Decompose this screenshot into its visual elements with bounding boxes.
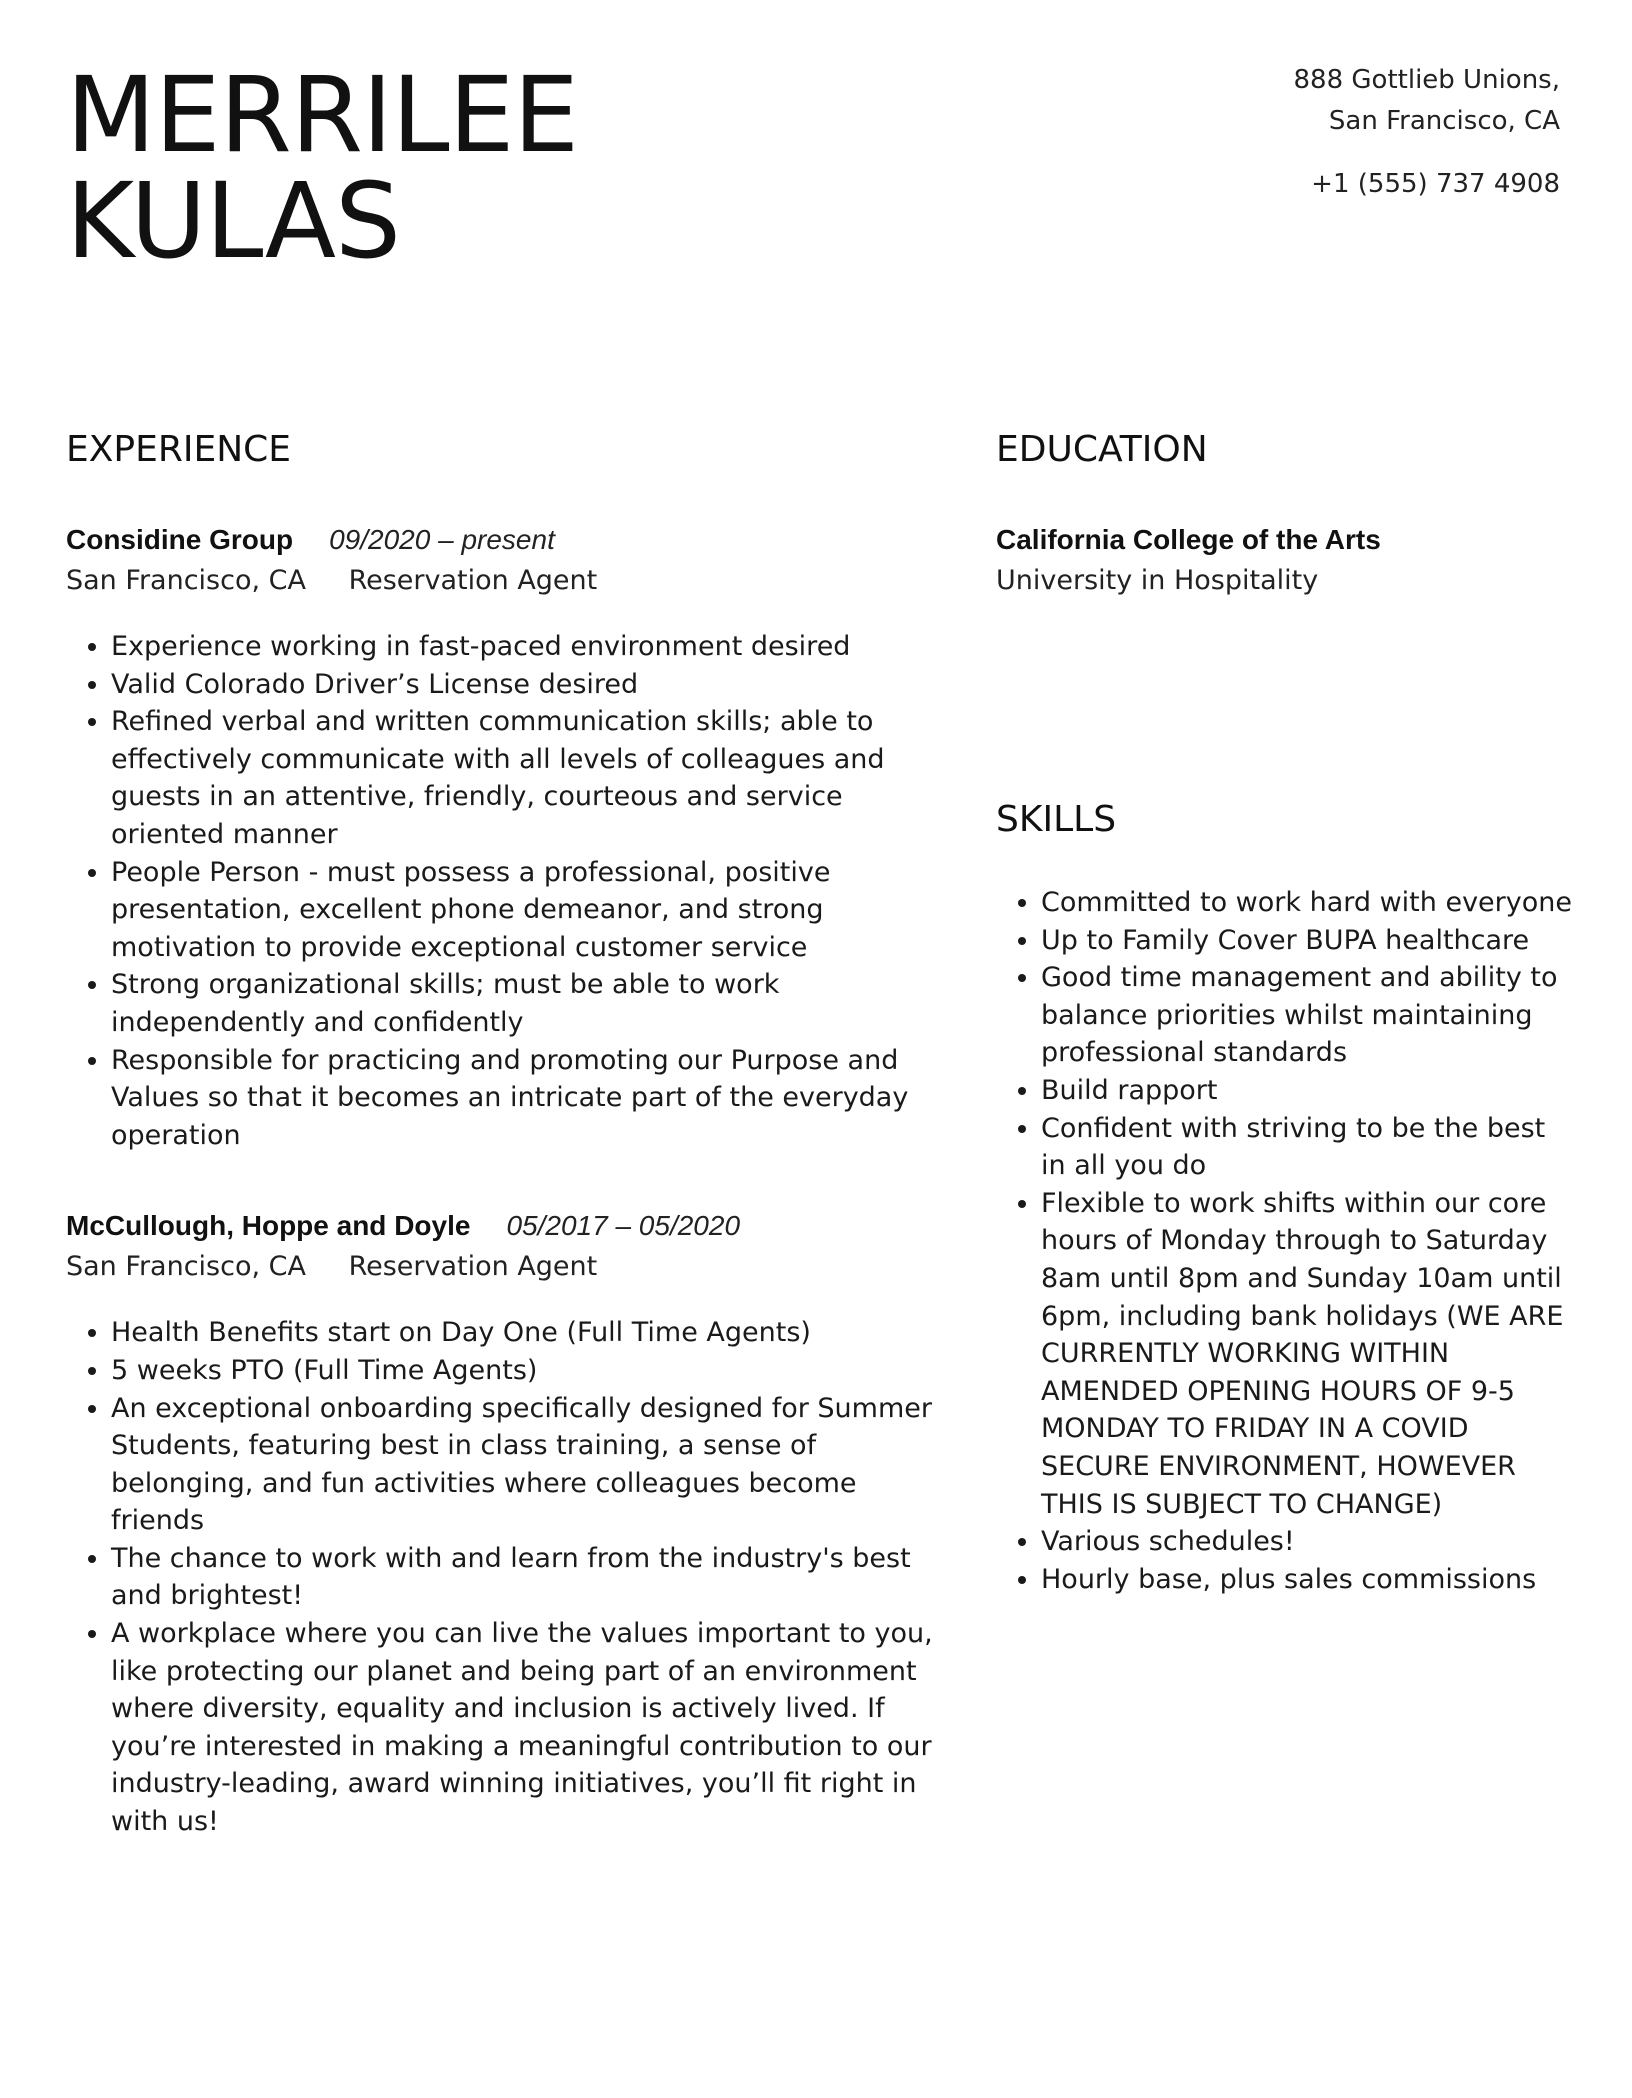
job-bullets xyxy=(66,1314,956,1840)
degree: University in Hospitality xyxy=(996,565,1319,596)
contact-block xyxy=(1294,60,1560,205)
job-bullets xyxy=(66,628,956,1154)
candidate-name xyxy=(66,54,578,282)
job-role: Reservation Agent xyxy=(348,565,598,596)
job-dates: 09/2020 – present xyxy=(329,524,555,555)
sidebar-column xyxy=(996,428,1576,1598)
bullet-item: • Health Benefits start on Day One (Full Time Agents) xyxy=(111,1314,956,1352)
job-location: San Francisco, CA xyxy=(66,1251,306,1283)
employer-name: Considine Group xyxy=(66,524,294,555)
bullet-item: • The chance to work with and learn from the industry's best and brightest! xyxy=(111,1540,956,1615)
bullet-item: • Strong organizational skills; must be able to work independently and confidently xyxy=(111,966,956,1041)
skill-item: • Flexible to work shifts within our core hours of Monday through to Saturday 8am until 8pm and Sunday 10am until 6pm, including bank holidays (WE ARE CURRENTLY WORKING WITHIN AMENDED OPENING HOURS OF 9-5 MONDAY TO FRIDAY IN A COVID SECURE ENVIRONMENT, HOWEVER THIS IS SUBJECT TO CHANGE) xyxy=(1041,1185,1576,1523)
phone-number: +1 (555) 737 4908 xyxy=(1311,169,1560,199)
skill-item: • Various schedules! xyxy=(1041,1523,1576,1561)
bullet-item: • 5 weeks PTO (Full Time Agents) xyxy=(111,1352,956,1390)
address-line-2: San Francisco, CA xyxy=(1328,106,1560,136)
job-role: Reservation Agent xyxy=(348,1251,598,1283)
skill-item: • Build rapport xyxy=(1041,1072,1576,1110)
job-header xyxy=(66,1206,956,1246)
last-name: KULAS xyxy=(66,160,401,282)
skill-item: • Hourly base, plus sales commissions xyxy=(1041,1561,1576,1599)
bullet-item: • A workplace where you can live the values important to you, like protecting our planet and being part of an environment where diversity, equality and inclusion is actively lived. If you’re interested in making a meaningful contribution to our industry-leading, award winning initiatives, you’ll fit right in with us! xyxy=(111,1615,956,1841)
experience-section xyxy=(66,428,956,1841)
bullet-item: • People Person - must possess a professional, positive presentation, excellent phone demeanor, and strong motivation to provide exceptional customer service xyxy=(111,854,956,967)
bullet-item: • An exceptional onboarding specifically designed for Summer Students, featuring best in class training, a sense of belonging, and fun activities where colleagues become friends xyxy=(111,1390,956,1540)
school-name: California College of the Arts xyxy=(996,524,1381,555)
bullet-item: • Experience working in fast-paced environment desired xyxy=(111,628,956,666)
education-section xyxy=(996,428,1576,602)
first-name: MERRILEE xyxy=(66,54,578,176)
skill-item: • Good time management and ability to balance priorities whilst maintaining professional standards xyxy=(1041,959,1576,1072)
skills-heading: SKILLS xyxy=(996,799,1117,840)
address xyxy=(1294,60,1560,142)
bullet-item: • Refined verbal and written communication skills; able to effectively communicate with all levels of colleagues and guests in an attentive, friendly, courteous and service oriented manner xyxy=(111,703,956,853)
bullet-item: • Valid Colorado Driver’s License desired xyxy=(111,666,956,704)
skill-item: • Confident with striving to be the best in all you do xyxy=(1041,1110,1576,1185)
experience-heading: EXPERIENCE xyxy=(66,429,292,470)
skill-item: • Committed to work hard with everyone xyxy=(1041,884,1576,922)
education-heading: EDUCATION xyxy=(996,429,1208,470)
skill-item: • Up to Family Cover BUPA healthcare xyxy=(1041,922,1576,960)
job-location: San Francisco, CA xyxy=(66,565,306,596)
address-line-1: 888 Gottlieb Unions, xyxy=(1293,65,1560,95)
skills-section xyxy=(996,798,1576,1598)
job-details xyxy=(66,560,956,602)
bullet-item: • Responsible for practicing and promoting our Purpose and Values so that it becomes an intricate part of the everyday operation xyxy=(111,1042,956,1155)
job-entry xyxy=(66,520,956,1154)
job-entry xyxy=(66,1206,956,1840)
employer-name: McCullough, Hoppe and Doyle xyxy=(66,1210,471,1242)
job-dates: 05/2017 – 05/2020 xyxy=(506,1210,741,1242)
job-header xyxy=(66,520,956,560)
skills-list xyxy=(996,884,1576,1598)
job-details xyxy=(66,1246,956,1288)
